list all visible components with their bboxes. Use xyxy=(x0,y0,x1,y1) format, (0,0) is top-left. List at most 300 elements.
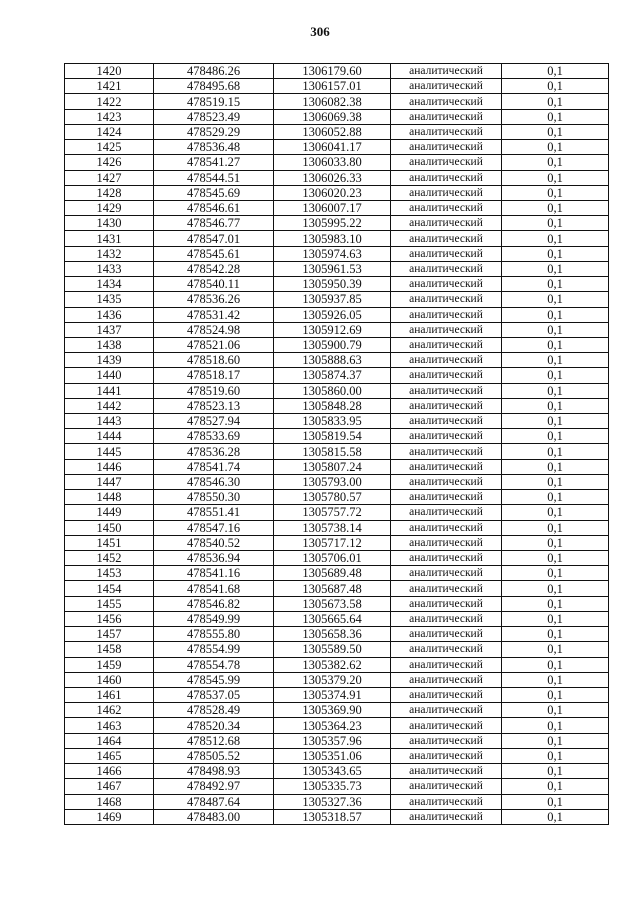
method-cell: аналитический xyxy=(391,155,502,170)
accuracy-cell: 0,1 xyxy=(502,398,609,413)
method-cell: аналитический xyxy=(391,490,502,505)
y-coordinate-cell: 1305888.63 xyxy=(274,353,391,368)
table-row xyxy=(65,185,609,200)
method-cell: аналитический xyxy=(391,535,502,550)
table-row xyxy=(65,414,609,429)
table-row xyxy=(65,94,609,109)
method-cell: аналитический xyxy=(391,383,502,398)
x-coordinate-cell: 478498.93 xyxy=(154,764,274,779)
y-coordinate-cell: 1305689.48 xyxy=(274,566,391,581)
accuracy-cell: 0,1 xyxy=(502,748,609,763)
table-row xyxy=(65,200,609,215)
table-row xyxy=(65,535,609,550)
point-number-cell: 1452 xyxy=(65,551,154,566)
y-coordinate-cell: 1306052.88 xyxy=(274,124,391,139)
point-number-cell: 1459 xyxy=(65,657,154,672)
y-coordinate-cell: 1305343.65 xyxy=(274,764,391,779)
table-row xyxy=(65,687,609,702)
accuracy-cell: 0,1 xyxy=(502,657,609,672)
method-cell: аналитический xyxy=(391,566,502,581)
point-number-cell: 1441 xyxy=(65,383,154,398)
y-coordinate-cell: 1306026.33 xyxy=(274,170,391,185)
table-row xyxy=(65,764,609,779)
table-row xyxy=(65,292,609,307)
method-cell: аналитический xyxy=(391,764,502,779)
point-number-cell: 1426 xyxy=(65,155,154,170)
y-coordinate-cell: 1306007.17 xyxy=(274,200,391,215)
point-number-cell: 1443 xyxy=(65,414,154,429)
y-coordinate-cell: 1305374.91 xyxy=(274,687,391,702)
table-row xyxy=(65,459,609,474)
table-row xyxy=(65,474,609,489)
point-number-cell: 1434 xyxy=(65,277,154,292)
method-cell: аналитический xyxy=(391,307,502,322)
y-coordinate-cell: 1305807.24 xyxy=(274,459,391,474)
accuracy-cell: 0,1 xyxy=(502,764,609,779)
method-cell: аналитический xyxy=(391,368,502,383)
table-row xyxy=(65,581,609,596)
method-cell: аналитический xyxy=(391,444,502,459)
point-number-cell: 1450 xyxy=(65,520,154,535)
method-cell: аналитический xyxy=(391,429,502,444)
table-row xyxy=(65,642,609,657)
table-row xyxy=(65,505,609,520)
accuracy-cell: 0,1 xyxy=(502,109,609,124)
table-row xyxy=(65,748,609,763)
y-coordinate-cell: 1305912.69 xyxy=(274,322,391,337)
x-coordinate-cell: 478547.16 xyxy=(154,520,274,535)
x-coordinate-cell: 478541.27 xyxy=(154,155,274,170)
y-coordinate-cell: 1306069.38 xyxy=(274,109,391,124)
y-coordinate-cell: 1305357.96 xyxy=(274,733,391,748)
x-coordinate-cell: 478519.15 xyxy=(154,94,274,109)
x-coordinate-cell: 478518.17 xyxy=(154,368,274,383)
method-cell: аналитический xyxy=(391,337,502,352)
y-coordinate-cell: 1305738.14 xyxy=(274,520,391,535)
y-coordinate-cell: 1305757.72 xyxy=(274,505,391,520)
method-cell: аналитический xyxy=(391,520,502,535)
table-row xyxy=(65,657,609,672)
method-cell: аналитический xyxy=(391,94,502,109)
point-number-cell: 1439 xyxy=(65,353,154,368)
point-number-cell: 1455 xyxy=(65,596,154,611)
point-number-cell: 1420 xyxy=(65,64,154,79)
y-coordinate-cell: 1305900.79 xyxy=(274,337,391,352)
method-cell: аналитический xyxy=(391,109,502,124)
point-number-cell: 1447 xyxy=(65,474,154,489)
y-coordinate-cell: 1305780.57 xyxy=(274,490,391,505)
accuracy-cell: 0,1 xyxy=(502,733,609,748)
method-cell: аналитический xyxy=(391,794,502,809)
table-row xyxy=(65,337,609,352)
point-number-cell: 1449 xyxy=(65,505,154,520)
table-row xyxy=(65,566,609,581)
x-coordinate-cell: 478527.94 xyxy=(154,414,274,429)
table-row xyxy=(65,490,609,505)
point-number-cell: 1442 xyxy=(65,398,154,413)
y-coordinate-cell: 1306033.80 xyxy=(274,155,391,170)
method-cell: аналитический xyxy=(391,718,502,733)
x-coordinate-cell: 478524.98 xyxy=(154,322,274,337)
method-cell: аналитический xyxy=(391,733,502,748)
x-coordinate-cell: 478554.99 xyxy=(154,642,274,657)
x-coordinate-cell: 478523.49 xyxy=(154,109,274,124)
point-number-cell: 1427 xyxy=(65,170,154,185)
accuracy-cell: 0,1 xyxy=(502,429,609,444)
table-row xyxy=(65,140,609,155)
method-cell: аналитический xyxy=(391,170,502,185)
y-coordinate-cell: 1306157.01 xyxy=(274,79,391,94)
x-coordinate-cell: 478519.60 xyxy=(154,383,274,398)
accuracy-cell: 0,1 xyxy=(502,64,609,79)
method-cell: аналитический xyxy=(391,748,502,763)
accuracy-cell: 0,1 xyxy=(502,581,609,596)
method-cell: аналитический xyxy=(391,642,502,657)
x-coordinate-cell: 478542.28 xyxy=(154,261,274,276)
table-row xyxy=(65,596,609,611)
x-coordinate-cell: 478487.64 xyxy=(154,794,274,809)
x-coordinate-cell: 478546.61 xyxy=(154,200,274,215)
y-coordinate-cell: 1305983.10 xyxy=(274,231,391,246)
accuracy-cell: 0,1 xyxy=(502,246,609,261)
point-number-cell: 1433 xyxy=(65,261,154,276)
table-row xyxy=(65,794,609,809)
method-cell: аналитический xyxy=(391,124,502,139)
method-cell: аналитический xyxy=(391,551,502,566)
table-row xyxy=(65,261,609,276)
method-cell: аналитический xyxy=(391,79,502,94)
y-coordinate-cell: 1305687.48 xyxy=(274,581,391,596)
table-row xyxy=(65,170,609,185)
y-coordinate-cell: 1305815.58 xyxy=(274,444,391,459)
point-number-cell: 1436 xyxy=(65,307,154,322)
method-cell: аналитический xyxy=(391,246,502,261)
x-coordinate-cell: 478523.13 xyxy=(154,398,274,413)
y-coordinate-cell: 1305937.85 xyxy=(274,292,391,307)
accuracy-cell: 0,1 xyxy=(502,687,609,702)
x-coordinate-cell: 478528.49 xyxy=(154,703,274,718)
method-cell: аналитический xyxy=(391,398,502,413)
y-coordinate-cell: 1305364.23 xyxy=(274,718,391,733)
x-coordinate-cell: 478550.30 xyxy=(154,490,274,505)
table-row xyxy=(65,109,609,124)
table-row xyxy=(65,322,609,337)
x-coordinate-cell: 478537.05 xyxy=(154,687,274,702)
method-cell: аналитический xyxy=(391,672,502,687)
table-row xyxy=(65,703,609,718)
y-coordinate-cell: 1305860.00 xyxy=(274,383,391,398)
method-cell: аналитический xyxy=(391,703,502,718)
point-number-cell: 1469 xyxy=(65,809,154,824)
y-coordinate-cell: 1306020.23 xyxy=(274,185,391,200)
accuracy-cell: 0,1 xyxy=(502,368,609,383)
accuracy-cell: 0,1 xyxy=(502,718,609,733)
y-coordinate-cell: 1305382.62 xyxy=(274,657,391,672)
method-cell: аналитический xyxy=(391,200,502,215)
point-number-cell: 1438 xyxy=(65,337,154,352)
point-number-cell: 1461 xyxy=(65,687,154,702)
table-row xyxy=(65,383,609,398)
accuracy-cell: 0,1 xyxy=(502,185,609,200)
coordinates-table xyxy=(64,63,609,825)
x-coordinate-cell: 478545.61 xyxy=(154,246,274,261)
method-cell: аналитический xyxy=(391,140,502,155)
point-number-cell: 1456 xyxy=(65,611,154,626)
y-coordinate-cell: 1305717.12 xyxy=(274,535,391,550)
accuracy-cell: 0,1 xyxy=(502,809,609,824)
y-coordinate-cell: 1305335.73 xyxy=(274,779,391,794)
accuracy-cell: 0,1 xyxy=(502,307,609,322)
point-number-cell: 1453 xyxy=(65,566,154,581)
accuracy-cell: 0,1 xyxy=(502,261,609,276)
table-row xyxy=(65,124,609,139)
y-coordinate-cell: 1305706.01 xyxy=(274,551,391,566)
y-coordinate-cell: 1305665.64 xyxy=(274,611,391,626)
point-number-cell: 1422 xyxy=(65,94,154,109)
table-row xyxy=(65,627,609,642)
point-number-cell: 1425 xyxy=(65,140,154,155)
y-coordinate-cell: 1305833.95 xyxy=(274,414,391,429)
accuracy-cell: 0,1 xyxy=(502,596,609,611)
method-cell: аналитический xyxy=(391,611,502,626)
x-coordinate-cell: 478492.97 xyxy=(154,779,274,794)
x-coordinate-cell: 478521.06 xyxy=(154,337,274,352)
x-coordinate-cell: 478536.28 xyxy=(154,444,274,459)
method-cell: аналитический xyxy=(391,216,502,231)
x-coordinate-cell: 478549.99 xyxy=(154,611,274,626)
method-cell: аналитический xyxy=(391,596,502,611)
point-number-cell: 1468 xyxy=(65,794,154,809)
point-number-cell: 1424 xyxy=(65,124,154,139)
method-cell: аналитический xyxy=(391,292,502,307)
point-number-cell: 1429 xyxy=(65,200,154,215)
accuracy-cell: 0,1 xyxy=(502,170,609,185)
table-row xyxy=(65,611,609,626)
y-coordinate-cell: 1305369.90 xyxy=(274,703,391,718)
table-row xyxy=(65,444,609,459)
accuracy-cell: 0,1 xyxy=(502,79,609,94)
accuracy-cell: 0,1 xyxy=(502,642,609,657)
x-coordinate-cell: 478546.82 xyxy=(154,596,274,611)
table-row xyxy=(65,216,609,231)
point-number-cell: 1465 xyxy=(65,748,154,763)
point-number-cell: 1428 xyxy=(65,185,154,200)
y-coordinate-cell: 1305874.37 xyxy=(274,368,391,383)
method-cell: аналитический xyxy=(391,474,502,489)
point-number-cell: 1446 xyxy=(65,459,154,474)
table-row xyxy=(65,353,609,368)
y-coordinate-cell: 1305995.22 xyxy=(274,216,391,231)
x-coordinate-cell: 478546.30 xyxy=(154,474,274,489)
accuracy-cell: 0,1 xyxy=(502,474,609,489)
method-cell: аналитический xyxy=(391,185,502,200)
x-coordinate-cell: 478554.78 xyxy=(154,657,274,672)
point-number-cell: 1454 xyxy=(65,581,154,596)
x-coordinate-cell: 478495.68 xyxy=(154,79,274,94)
point-number-cell: 1460 xyxy=(65,672,154,687)
accuracy-cell: 0,1 xyxy=(502,383,609,398)
table-row xyxy=(65,779,609,794)
accuracy-cell: 0,1 xyxy=(502,627,609,642)
accuracy-cell: 0,1 xyxy=(502,459,609,474)
x-coordinate-cell: 478541.68 xyxy=(154,581,274,596)
accuracy-cell: 0,1 xyxy=(502,672,609,687)
table-row xyxy=(65,733,609,748)
method-cell: аналитический xyxy=(391,627,502,642)
y-coordinate-cell: 1305950.39 xyxy=(274,277,391,292)
point-number-cell: 1431 xyxy=(65,231,154,246)
y-coordinate-cell: 1305974.63 xyxy=(274,246,391,261)
y-coordinate-cell: 1305318.57 xyxy=(274,809,391,824)
point-number-cell: 1437 xyxy=(65,322,154,337)
x-coordinate-cell: 478486.26 xyxy=(154,64,274,79)
point-number-cell: 1464 xyxy=(65,733,154,748)
method-cell: аналитический xyxy=(391,231,502,246)
point-number-cell: 1445 xyxy=(65,444,154,459)
x-coordinate-cell: 478483.00 xyxy=(154,809,274,824)
point-number-cell: 1430 xyxy=(65,216,154,231)
point-number-cell: 1421 xyxy=(65,79,154,94)
method-cell: аналитический xyxy=(391,687,502,702)
x-coordinate-cell: 478505.52 xyxy=(154,748,274,763)
x-coordinate-cell: 478540.52 xyxy=(154,535,274,550)
x-coordinate-cell: 478536.26 xyxy=(154,292,274,307)
accuracy-cell: 0,1 xyxy=(502,124,609,139)
x-coordinate-cell: 478529.29 xyxy=(154,124,274,139)
table-row xyxy=(65,277,609,292)
table-row xyxy=(65,155,609,170)
x-coordinate-cell: 478545.69 xyxy=(154,185,274,200)
method-cell: аналитический xyxy=(391,779,502,794)
y-coordinate-cell: 1305793.00 xyxy=(274,474,391,489)
accuracy-cell: 0,1 xyxy=(502,779,609,794)
x-coordinate-cell: 478551.41 xyxy=(154,505,274,520)
method-cell: аналитический xyxy=(391,353,502,368)
table-row xyxy=(65,672,609,687)
x-coordinate-cell: 478544.51 xyxy=(154,170,274,185)
point-number-cell: 1466 xyxy=(65,764,154,779)
x-coordinate-cell: 478512.68 xyxy=(154,733,274,748)
table-row xyxy=(65,307,609,322)
point-number-cell: 1440 xyxy=(65,368,154,383)
table-row xyxy=(65,246,609,261)
y-coordinate-cell: 1305589.50 xyxy=(274,642,391,657)
accuracy-cell: 0,1 xyxy=(502,535,609,550)
accuracy-cell: 0,1 xyxy=(502,444,609,459)
accuracy-cell: 0,1 xyxy=(502,520,609,535)
x-coordinate-cell: 478536.94 xyxy=(154,551,274,566)
table-row xyxy=(65,368,609,383)
y-coordinate-cell: 1305848.28 xyxy=(274,398,391,413)
accuracy-cell: 0,1 xyxy=(502,566,609,581)
x-coordinate-cell: 478536.48 xyxy=(154,140,274,155)
point-number-cell: 1451 xyxy=(65,535,154,550)
point-number-cell: 1423 xyxy=(65,109,154,124)
point-number-cell: 1458 xyxy=(65,642,154,657)
y-coordinate-cell: 1306041.17 xyxy=(274,140,391,155)
point-number-cell: 1457 xyxy=(65,627,154,642)
y-coordinate-cell: 1306179.60 xyxy=(274,64,391,79)
table-row xyxy=(65,64,609,79)
method-cell: аналитический xyxy=(391,322,502,337)
point-number-cell: 1432 xyxy=(65,246,154,261)
x-coordinate-cell: 478555.80 xyxy=(154,627,274,642)
accuracy-cell: 0,1 xyxy=(502,277,609,292)
accuracy-cell: 0,1 xyxy=(502,231,609,246)
table-row xyxy=(65,551,609,566)
point-number-cell: 1448 xyxy=(65,490,154,505)
point-number-cell: 1435 xyxy=(65,292,154,307)
accuracy-cell: 0,1 xyxy=(502,551,609,566)
accuracy-cell: 0,1 xyxy=(502,292,609,307)
accuracy-cell: 0,1 xyxy=(502,794,609,809)
accuracy-cell: 0,1 xyxy=(502,490,609,505)
y-coordinate-cell: 1305673.58 xyxy=(274,596,391,611)
page-number: 306 xyxy=(310,24,330,39)
accuracy-cell: 0,1 xyxy=(502,353,609,368)
point-number-cell: 1463 xyxy=(65,718,154,733)
method-cell: аналитический xyxy=(391,414,502,429)
accuracy-cell: 0,1 xyxy=(502,337,609,352)
x-coordinate-cell: 478533.69 xyxy=(154,429,274,444)
accuracy-cell: 0,1 xyxy=(502,216,609,231)
accuracy-cell: 0,1 xyxy=(502,140,609,155)
accuracy-cell: 0,1 xyxy=(502,155,609,170)
point-number-cell: 1467 xyxy=(65,779,154,794)
accuracy-cell: 0,1 xyxy=(502,414,609,429)
y-coordinate-cell: 1305351.06 xyxy=(274,748,391,763)
y-coordinate-cell: 1305961.53 xyxy=(274,261,391,276)
y-coordinate-cell: 1306082.38 xyxy=(274,94,391,109)
method-cell: аналитический xyxy=(391,459,502,474)
table-row xyxy=(65,231,609,246)
x-coordinate-cell: 478545.99 xyxy=(154,672,274,687)
accuracy-cell: 0,1 xyxy=(502,505,609,520)
method-cell: аналитический xyxy=(391,64,502,79)
coordinates-table-body xyxy=(65,64,609,825)
method-cell: аналитический xyxy=(391,277,502,292)
x-coordinate-cell: 478541.74 xyxy=(154,459,274,474)
table-row xyxy=(65,809,609,824)
y-coordinate-cell: 1305926.05 xyxy=(274,307,391,322)
point-number-cell: 1444 xyxy=(65,429,154,444)
table-row xyxy=(65,429,609,444)
method-cell: аналитический xyxy=(391,809,502,824)
accuracy-cell: 0,1 xyxy=(502,611,609,626)
method-cell: аналитический xyxy=(391,261,502,276)
x-coordinate-cell: 478518.60 xyxy=(154,353,274,368)
x-coordinate-cell: 478546.77 xyxy=(154,216,274,231)
accuracy-cell: 0,1 xyxy=(502,200,609,215)
x-coordinate-cell: 478520.34 xyxy=(154,718,274,733)
table-row xyxy=(65,520,609,535)
accuracy-cell: 0,1 xyxy=(502,703,609,718)
table-row xyxy=(65,79,609,94)
point-number-cell: 1462 xyxy=(65,703,154,718)
x-coordinate-cell: 478541.16 xyxy=(154,566,274,581)
accuracy-cell: 0,1 xyxy=(502,322,609,337)
method-cell: аналитический xyxy=(391,657,502,672)
y-coordinate-cell: 1305379.20 xyxy=(274,672,391,687)
accuracy-cell: 0,1 xyxy=(502,94,609,109)
table-row xyxy=(65,718,609,733)
y-coordinate-cell: 1305819.54 xyxy=(274,429,391,444)
y-coordinate-cell: 1305327.36 xyxy=(274,794,391,809)
method-cell: аналитический xyxy=(391,581,502,596)
x-coordinate-cell: 478531.42 xyxy=(154,307,274,322)
y-coordinate-cell: 1305658.36 xyxy=(274,627,391,642)
x-coordinate-cell: 478547.01 xyxy=(154,231,274,246)
